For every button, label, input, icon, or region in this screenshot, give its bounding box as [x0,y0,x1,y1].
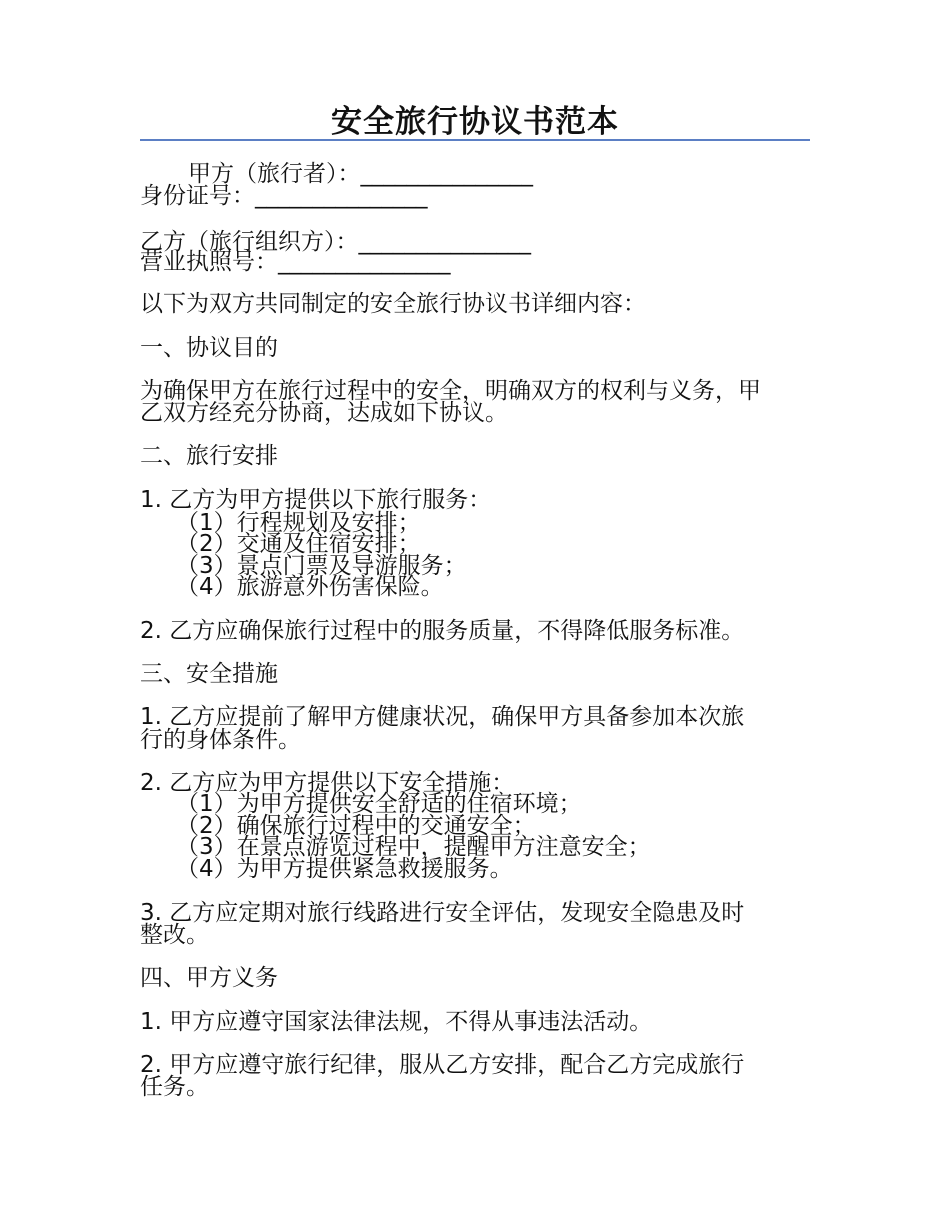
section-3-heading: 三、安全措施 [140,661,278,687]
party-a-line: 甲方（旅行者）：_______________ [188,161,533,187]
section-3-item-3-line-1: 3. 乙方应定期对旅行线路进行安全评估，发现安全隐患及时 [140,900,745,926]
section-3-subitem-1: （1）为甲方提供安全舒适的住宿环境； [176,791,582,817]
section-2-heading: 二、旅行安排 [140,443,278,469]
license-number-line: 营业执照号：_______________ [140,249,451,275]
id-number-line: 身份证号：_______________ [140,183,428,209]
section-2-item-2: 2. 乙方应确保旅行过程中的服务质量，不得降低服务标准。 [140,618,745,644]
section-4-item-2-line-1: 2. 甲方应遵守旅行纪律，服从乙方安排，配合乙方完成旅行 [140,1052,745,1078]
section-2-subitem-1: （1）行程规划及安排； [176,510,421,536]
section-1-paragraph-line-1: 为确保甲方在旅行过程中的安全，明确双方的权利与义务，甲 [140,378,761,404]
section-4-item-2-line-2: 任务。 [140,1074,209,1100]
section-3-item-1-line-1: 1. 乙方应提前了解甲方健康状况，确保甲方具备参加本次旅 [140,704,745,730]
section-2-subitem-3: （3）景点门票及导游服务； [176,553,467,579]
intro-paragraph: 以下为双方共同制定的安全旅行协议书详细内容： [140,291,646,317]
section-2-subitem-4: （4）旅游意外伤害保险。 [176,574,444,600]
section-3-item-3-line-2: 整改。 [140,922,209,948]
section-2-item-1: 1. 乙方为甲方提供以下旅行服务： [140,487,492,513]
section-4-item-1: 1. 甲方应遵守国家法律法规，不得从事违法活动。 [140,1009,653,1035]
section-3-subitem-4: （4）为甲方提供紧急救援服务。 [176,856,513,882]
section-3-item-1-line-2: 行的身体条件。 [140,727,301,753]
section-3-subitem-2: （2）确保旅行过程中的交通安全； [176,813,536,839]
section-2-subitem-2: （2）交通及住宿安排； [176,531,421,557]
section-1-paragraph-line-2: 乙双方经充分协商，达成如下协议。 [140,400,508,426]
section-4-heading: 四、甲方义务 [140,965,278,991]
title-underline [140,139,810,141]
document-title: 安全旅行协议书范本 [331,104,619,140]
section-3-item-2: 2. 乙方应为甲方提供以下安全措施： [140,770,515,796]
section-1-heading: 一、协议目的 [140,335,278,361]
party-b-line: 乙方（旅行组织方）：_______________ [140,229,531,255]
section-3-subitem-3: （3）在景点游览过程中，提醒甲方注意安全； [176,834,651,860]
